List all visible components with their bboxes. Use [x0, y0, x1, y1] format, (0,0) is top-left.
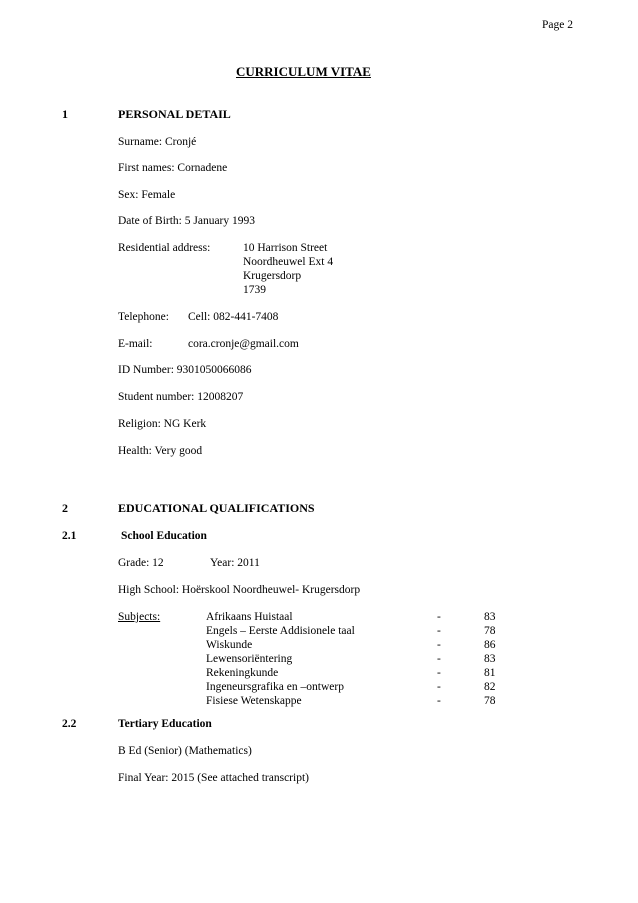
- section-number: 1: [62, 107, 68, 121]
- subject-dash: -: [437, 667, 441, 679]
- email-label: E-mail:: [118, 338, 153, 350]
- document-title: CURRICULUM VITAE: [236, 64, 371, 79]
- subject-dash: -: [437, 695, 441, 707]
- address-line: 10 Harrison Street: [243, 242, 328, 254]
- address-line: Krugersdorp: [243, 270, 302, 282]
- subsection-number: 2.2: [62, 718, 77, 730]
- surname-line: Surname: Cronjé: [118, 136, 197, 148]
- grade-line: Grade: 12: [118, 557, 164, 569]
- subject-mark: 78: [484, 695, 496, 707]
- page-number: Page 2: [542, 19, 573, 31]
- dob-line: Date of Birth: 5 January 1993: [118, 215, 256, 227]
- student-number-line: Student number: 12008207: [118, 391, 244, 403]
- telephone-value: Cell: 082-441-7408: [188, 311, 279, 323]
- subject-name: Lewensoriëntering: [206, 653, 293, 665]
- subject-dash: -: [437, 681, 441, 693]
- subject-name: Rekeningkunde: [206, 667, 279, 679]
- subject-dash: -: [437, 639, 441, 651]
- high-school-line: High School: Hoërskool Noordheuwel- Krugersdorp: [118, 584, 361, 596]
- subsection-number: 2.1: [62, 530, 77, 542]
- telephone-label: Telephone:: [118, 311, 169, 323]
- year-line: Year: 2011: [210, 557, 260, 569]
- subject-mark: 83: [484, 653, 496, 665]
- email-value: cora.cronje@gmail.com: [188, 338, 299, 350]
- subject-name: Ingeneursgrafika en –ontwerp: [206, 681, 344, 693]
- first-names-line: First names: Cornadene: [118, 162, 228, 174]
- address-line: 1739: [243, 284, 266, 296]
- subject-name: Afrikaans Huistaal: [206, 611, 293, 623]
- degree-line: B Ed (Senior) (Mathematics): [118, 745, 252, 757]
- health-line: Health: Very good: [118, 445, 203, 457]
- subjects-label: Subjects:: [118, 611, 161, 623]
- religion-line: Religion: NG Kerk: [118, 418, 207, 430]
- subject-mark: 78: [484, 625, 496, 637]
- subject-name: Engels – Eerste Addisionele taal: [206, 625, 355, 637]
- final-year-line: Final Year: 2015 (See attached transcript): [118, 772, 309, 784]
- sex-line: Sex: Female: [118, 189, 176, 201]
- section-number: 2: [62, 501, 68, 515]
- section-heading: EDUCATIONAL QUALIFICATIONS: [118, 501, 315, 515]
- subject-dash: -: [437, 611, 441, 623]
- subject-mark: 81: [484, 667, 496, 679]
- subject-dash: -: [437, 625, 441, 637]
- subject-name: Fisiese Wetenskappe: [206, 695, 302, 707]
- subsection-heading: School Education: [121, 530, 207, 542]
- id-number-line: ID Number: 9301050066086: [118, 364, 252, 376]
- subject-name: Wiskunde: [206, 639, 253, 651]
- address-line: Noordheuwel Ext 4: [243, 256, 334, 268]
- subject-dash: -: [437, 653, 441, 665]
- section-heading: PERSONAL DETAIL: [118, 107, 231, 121]
- subject-mark: 86: [484, 639, 496, 651]
- address-label: Residential address:: [118, 242, 211, 254]
- subsection-heading: Tertiary Education: [118, 718, 212, 730]
- subject-mark: 83: [484, 611, 496, 623]
- subject-mark: 82: [484, 681, 496, 693]
